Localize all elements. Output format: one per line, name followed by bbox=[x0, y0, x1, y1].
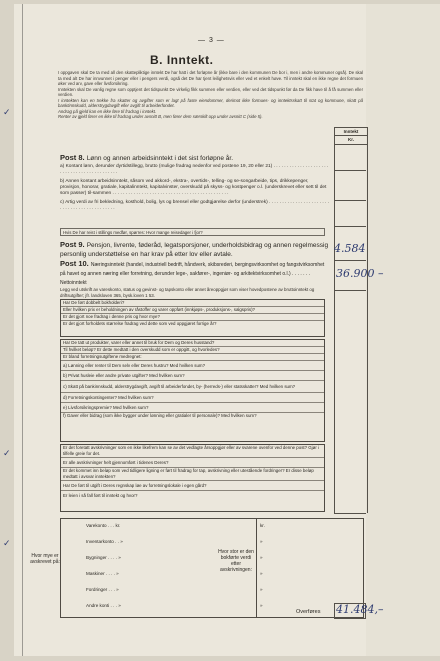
question-row[interactable]: Har De ført dobbelt bokholderi? bbox=[61, 300, 324, 307]
post-8b: b) Annen kontant arbeidsinntekt, såsom ved akkord-, ekstra-, overtids-, telling- og se-songarbeide, tips, drikkepenger, provisjon, honorar, gratiale, kapitalinntekt, kapitalvinster, overskudd på skyss- og kostpenger o.l. (underskrevet eller sett til det som passer) til-sammen . . . . . . . . . . . . . . . . . . . . . . . . . . . . . . . . . . . . . . . . . . . . bbox=[60, 179, 327, 196]
margin-tick: ✓ bbox=[3, 448, 11, 458]
question-row: Er bland forretningsutgiftene medregnet: bbox=[61, 354, 324, 361]
question-row[interactable]: Har De ført til utgift i Deres regnskap løe av forretningslokale i egen gård? bbox=[61, 481, 324, 491]
depreciation-row[interactable] bbox=[86, 603, 121, 608]
income-cell-line bbox=[334, 513, 366, 514]
question-row[interactable]: Er det foretatt avskrivninger som en ikke likefrem kan se av det vedlagte årsoppgjør eller av svarene ovenfor ved denne post? Gjør i tilfelle greie for det. bbox=[61, 445, 324, 458]
post-10-note: Legg ved utskrift av vareskonto, status og gevinst- og tapskonto eller annet åreoppgjør som viser hovedpostene av bruttoinntekt og driftsutgifter; jfr. landsloven 365, bysk.loven 1 53. bbox=[60, 287, 315, 298]
depreciation-row[interactable] bbox=[86, 555, 121, 560]
question-row[interactable]: Er det kommet inn beløp som ved tidligere ligning er ført til fradrag for tap, avskrivning eller utestående fordringer? Er disse beløp medtatt i avsvar inntekten? bbox=[61, 468, 324, 481]
post-8c: c) Artig verdi av fri bekledning, kosthold, bolig, lys og brensel eller godtgjørelse derfor (understrek) . . . . . . . . . . . . . . . . . . . . . . . . . . . . . . . . . . . . . . . . . . . . bbox=[60, 200, 330, 211]
intro-paragraph: Andrag på gjeld kan en ikke føre til fradrag i inntekt. bbox=[58, 108, 157, 114]
depreciation-table bbox=[60, 518, 364, 618]
column-unit: Kr. bbox=[335, 135, 367, 143]
post-8-heading bbox=[60, 153, 330, 162]
account-label: Varekonto . . . bbox=[86, 523, 115, 528]
question-row[interactable]: f) Gaver eller bidrag (som ikke bygger under lønning eller gratialer til personale)? Med hvilken sum? bbox=[63, 413, 257, 418]
unit-label: » bbox=[120, 539, 123, 544]
intro-paragraph: I oppgaven skal De ta med all den skattepliktige inntekt De har hatt i det forløpne år (ikke bare i den kommunen De bor i, men i andre kommuner også). De skal ta med alt De har innvunnet i penger eller i pengers verdi, også det De har tjent leilighetsvis eller ved et enkelt høve. Til inntekt skal en ikke regne det formuen øker ved arv, gave eller livsforsikring. bbox=[58, 70, 363, 86]
intro-text bbox=[58, 70, 363, 120]
post-9 bbox=[60, 240, 330, 258]
post-9-amount[interactable]: 4.584 bbox=[334, 242, 366, 255]
question-row[interactable]: Er leien i så fall ført til inntekt og hvor? bbox=[63, 493, 138, 498]
book-value-unit[interactable]: » bbox=[260, 539, 263, 544]
travel-days-field[interactable] bbox=[60, 228, 325, 236]
intro-paragraph: I inntekten kan en trekke fra skatter og avgifter som er lagt på faste eiendommer, derimot ikke formues- og inntektsskatt til stat og kommune, skatt på banktinnskudd, alderstrygdavgift eller avgift til arbeiderfondet. bbox=[58, 97, 363, 108]
question-row[interactable]: Er alle avskrivninger helt gjennomført i tidenes Deres? bbox=[61, 458, 324, 468]
account-label: Fordringer . . . bbox=[86, 587, 115, 592]
unit-label: kr. bbox=[115, 523, 121, 528]
withdrawal-questions bbox=[60, 339, 325, 442]
intro-paragraph: Inntekten skal De vanlig regne som opptjent det tidspunkt De virkelig fikk summen eller verdien, eller ved det tidspunkt før da De fikk have til å få summen eller verdien. bbox=[58, 86, 363, 97]
book-value-unit[interactable]: » bbox=[260, 603, 263, 608]
question-row[interactable]: b) Privat husleie eller andre private utgifter? Med hvilken sum? bbox=[61, 371, 324, 381]
question-row[interactable]: Er det gjort forholdets størrelse fradrag ved dette som ved oppgjøret forrige år? bbox=[63, 321, 217, 326]
post-8-title: Lønn og annen arbeidsinntekt i det sist forløpne år. bbox=[86, 155, 234, 162]
section-title: B. Inntekt. bbox=[150, 53, 214, 67]
question-row[interactable]: a) Lønning eller renter til Dem selv eller Deres hustru? Med hvilken sum? bbox=[61, 361, 324, 371]
account-label: Bygninger . . . . bbox=[86, 555, 117, 560]
question-row[interactable]: d) Forretningskontingenter? Med hvilken sum? bbox=[61, 393, 324, 403]
unit-label: » bbox=[118, 555, 121, 560]
bookkeeping-questions bbox=[60, 299, 325, 337]
depreciation-row[interactable] bbox=[86, 571, 119, 576]
intro-paragraph: Renter av gjeld fører en ikke til fradrag under avsnitt B, men fører dem særskilt opp under avsnitt C (side 5). bbox=[58, 114, 263, 119]
book-value-unit[interactable]: » bbox=[260, 555, 263, 560]
post-8 bbox=[60, 153, 330, 212]
income-cell-line bbox=[334, 260, 366, 261]
carry-forward-amount[interactable]: 41.484,– bbox=[336, 603, 384, 616]
income-column bbox=[334, 143, 368, 513]
depreciation-amounts bbox=[86, 519, 216, 617]
right-margin bbox=[366, 4, 440, 656]
unit-label: » bbox=[116, 571, 119, 576]
margin-tick: ✓ bbox=[3, 107, 11, 117]
column-title: Inntekt bbox=[343, 129, 359, 134]
depreciation-row[interactable] bbox=[86, 539, 123, 544]
post-10-amount[interactable]: 36.900 – bbox=[336, 267, 384, 280]
unit-label: » bbox=[118, 603, 121, 608]
post-9-heading bbox=[60, 240, 330, 258]
question-row[interactable]: e) Livsforsikringspremie? Med hvilken sum? bbox=[61, 403, 324, 413]
post-9-title: Pensjon, livrente, føderåd, legatsporsjoner, underholdsbidrag og annen regelmessig personlig understøttelse en har krav på etter lov eller avtale. bbox=[60, 242, 329, 258]
travel-days-label: Hvis De har reist i stillings medfør, spørres: Hvor mange reisedager i fjor? bbox=[63, 230, 203, 235]
post-10-title: Næringsinntekt (handel, industriell bedrift, håndverk, skibsrederi, bergingsvirksomhet og fangstvirksomhet på havet og annen næring eller forretning, derunder lege-, sakfører-, ingeniør- og arkitektvirksomhet o.l.) . . . . . . . Nettoinntekt bbox=[60, 262, 325, 286]
income-cell-line bbox=[334, 200, 366, 201]
unit-label: » bbox=[116, 587, 119, 592]
book-value-label: Hvor stor er den bokførte verdi etter avskrivningen: bbox=[218, 549, 254, 573]
depreciation-questions bbox=[60, 444, 325, 512]
question-row[interactable]: Er det gjort noe fradrag i denne pris og hvor mye? bbox=[61, 314, 324, 321]
income-cell-line bbox=[334, 226, 366, 227]
question-row[interactable]: Eller hvilken prix er beholdningen av råstoffer og varer oppført (innkjøps-, produksjons-, salgspris)? bbox=[61, 307, 324, 314]
page-number: — 3 — bbox=[198, 37, 225, 44]
post-10-number: Post 10. bbox=[60, 259, 89, 268]
depreciated-label: Hvor mye er avskrevet på: bbox=[30, 553, 60, 565]
margin-rule bbox=[22, 4, 23, 656]
book-value-unit[interactable]: » bbox=[260, 571, 263, 576]
depreciation-row[interactable] bbox=[86, 587, 119, 592]
question-row[interactable]: Til hvilket beløp? Er dette medtatt i den overskudd som er oppgitt, og hvorledes? bbox=[61, 347, 324, 354]
carry-forward-label: Overføres bbox=[296, 609, 321, 615]
account-label: Andre konti . . . bbox=[86, 603, 117, 608]
question-row[interactable]: Har De tatt ut produkter, varer eller annet til bruk for Dem og Deres husstand? bbox=[61, 340, 324, 347]
book-value-unit[interactable]: kr. bbox=[260, 523, 265, 528]
account-label: Inventarkonto . . bbox=[86, 539, 119, 544]
account-label: Maskiner . . . . bbox=[86, 571, 115, 576]
income-cell-line bbox=[334, 170, 366, 171]
margin-tick: ✓ bbox=[3, 538, 11, 548]
post-8a: a) Kontant lønn, derunder dyrtidstillegg, brutto (mulige fradrag nedenfor ved postene 19, 20 eller 21) . . . . . . . . . . . . . . . . . . . . . . . . . . . . . . . . . . . . . . . . . . . bbox=[60, 164, 329, 175]
post-9-number: Post 9. bbox=[60, 240, 85, 249]
post-10 bbox=[60, 259, 330, 299]
question-row[interactable]: c) Skatt på bankinnskudd, alderstrygdavgift, avgift til arbeiderfondet, by- (herreds-) eller statsskatter? Med hvilken sum? bbox=[61, 381, 324, 393]
income-cell-line bbox=[334, 290, 366, 291]
book-value-unit[interactable]: » bbox=[260, 587, 263, 592]
depreciation-row[interactable] bbox=[86, 523, 120, 528]
post-10-heading bbox=[60, 259, 330, 286]
post-8-number: Post 8. bbox=[60, 153, 85, 162]
